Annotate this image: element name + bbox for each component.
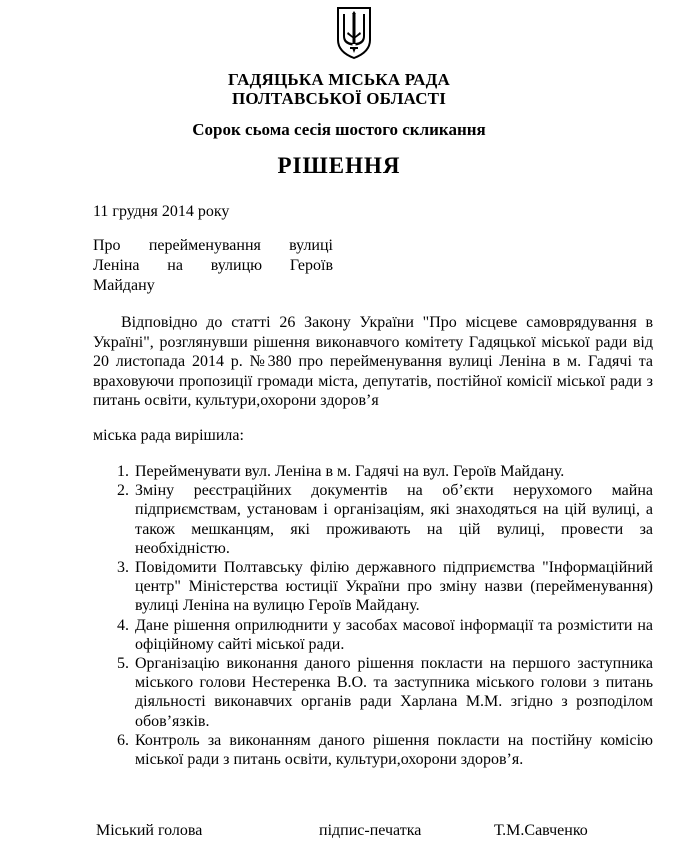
document-type-heading: РІШЕННЯ: [277, 153, 401, 178]
decision-item: 3. Повідомити Полтавську філію державного підприємства "Інформаційний центр" Міністерства юстиції України про зміну назви (перейменування) вулиці Леніна на вулицю Героїв Майдану.: [133, 558, 653, 616]
signature-mark: підпис-печатка: [319, 822, 422, 839]
decision-item: 5. Організацію виконання даного рішення покласти на першого заступника міського голови Нестеренка В.О. та заступника міського голови з питань діяльності виконавчих органів ради Харлана М.М. згідно з розподілом обов’язків.: [133, 654, 653, 731]
signatory-position: Міський голова: [96, 822, 203, 839]
decision-item: 4. Дане рішення оприлюднити у засобах масової інформації та розмістити на офіційному сайті міської ради.: [133, 616, 653, 654]
subject-line: Про перейменування вулиці: [93, 237, 333, 254]
subject-line: Леніна на вулицю Героїв: [93, 257, 333, 274]
subject-line: Майдану: [93, 277, 155, 294]
decision-item: 2. Зміну реєстраційних документів на об’єкти нерухомого майна підприємствам, установам і організаціям, які знаходяться на цій вулиці, а також мешканцям, які проживають на цій вулиці, провести за необхідністю.: [133, 481, 653, 558]
preamble-paragraph: Відповідно до статті 26 Закону України "Про місцеве самоврядування в Україні", розглянувши рішення виконавчого комітету Гадяцької міської ради від 20 листопада 2014 р. №380 про перейменування вулиці Леніна в м. Гадячі та враховуючи пропозиції громади міста, депутатів, постійної комісії міської ради з питань освіти, культури,охорони здоров’я: [93, 314, 653, 409]
document-date: 11 грудня 2014 року: [93, 203, 230, 220]
resolution-clause: міська рада вирішила:: [93, 427, 244, 444]
coat-of-arms-icon: [336, 6, 372, 60]
decision-items-list: [93, 462, 653, 769]
session-title: Сорок сьома сесія шостого скликання: [192, 120, 486, 139]
signatory-name: Т.М.Савченко: [494, 822, 588, 839]
region-name: ПОЛТАВСЬКОЇ ОБЛАСТІ: [231, 89, 447, 108]
decision-item: 1. Перейменувати вул. Леніна в м. Гадячі на вул. Героїв Майдану.: [133, 462, 653, 481]
council-name: ГАДЯЦЬКА МІСЬКА РАДА: [227, 70, 451, 89]
decision-item: 6. Контроль за виконанням даного рішення покласти на постійну комісію міської ради з питань освіти, культури,охорони здоров’я.: [133, 731, 653, 769]
document-subject: [93, 236, 333, 296]
